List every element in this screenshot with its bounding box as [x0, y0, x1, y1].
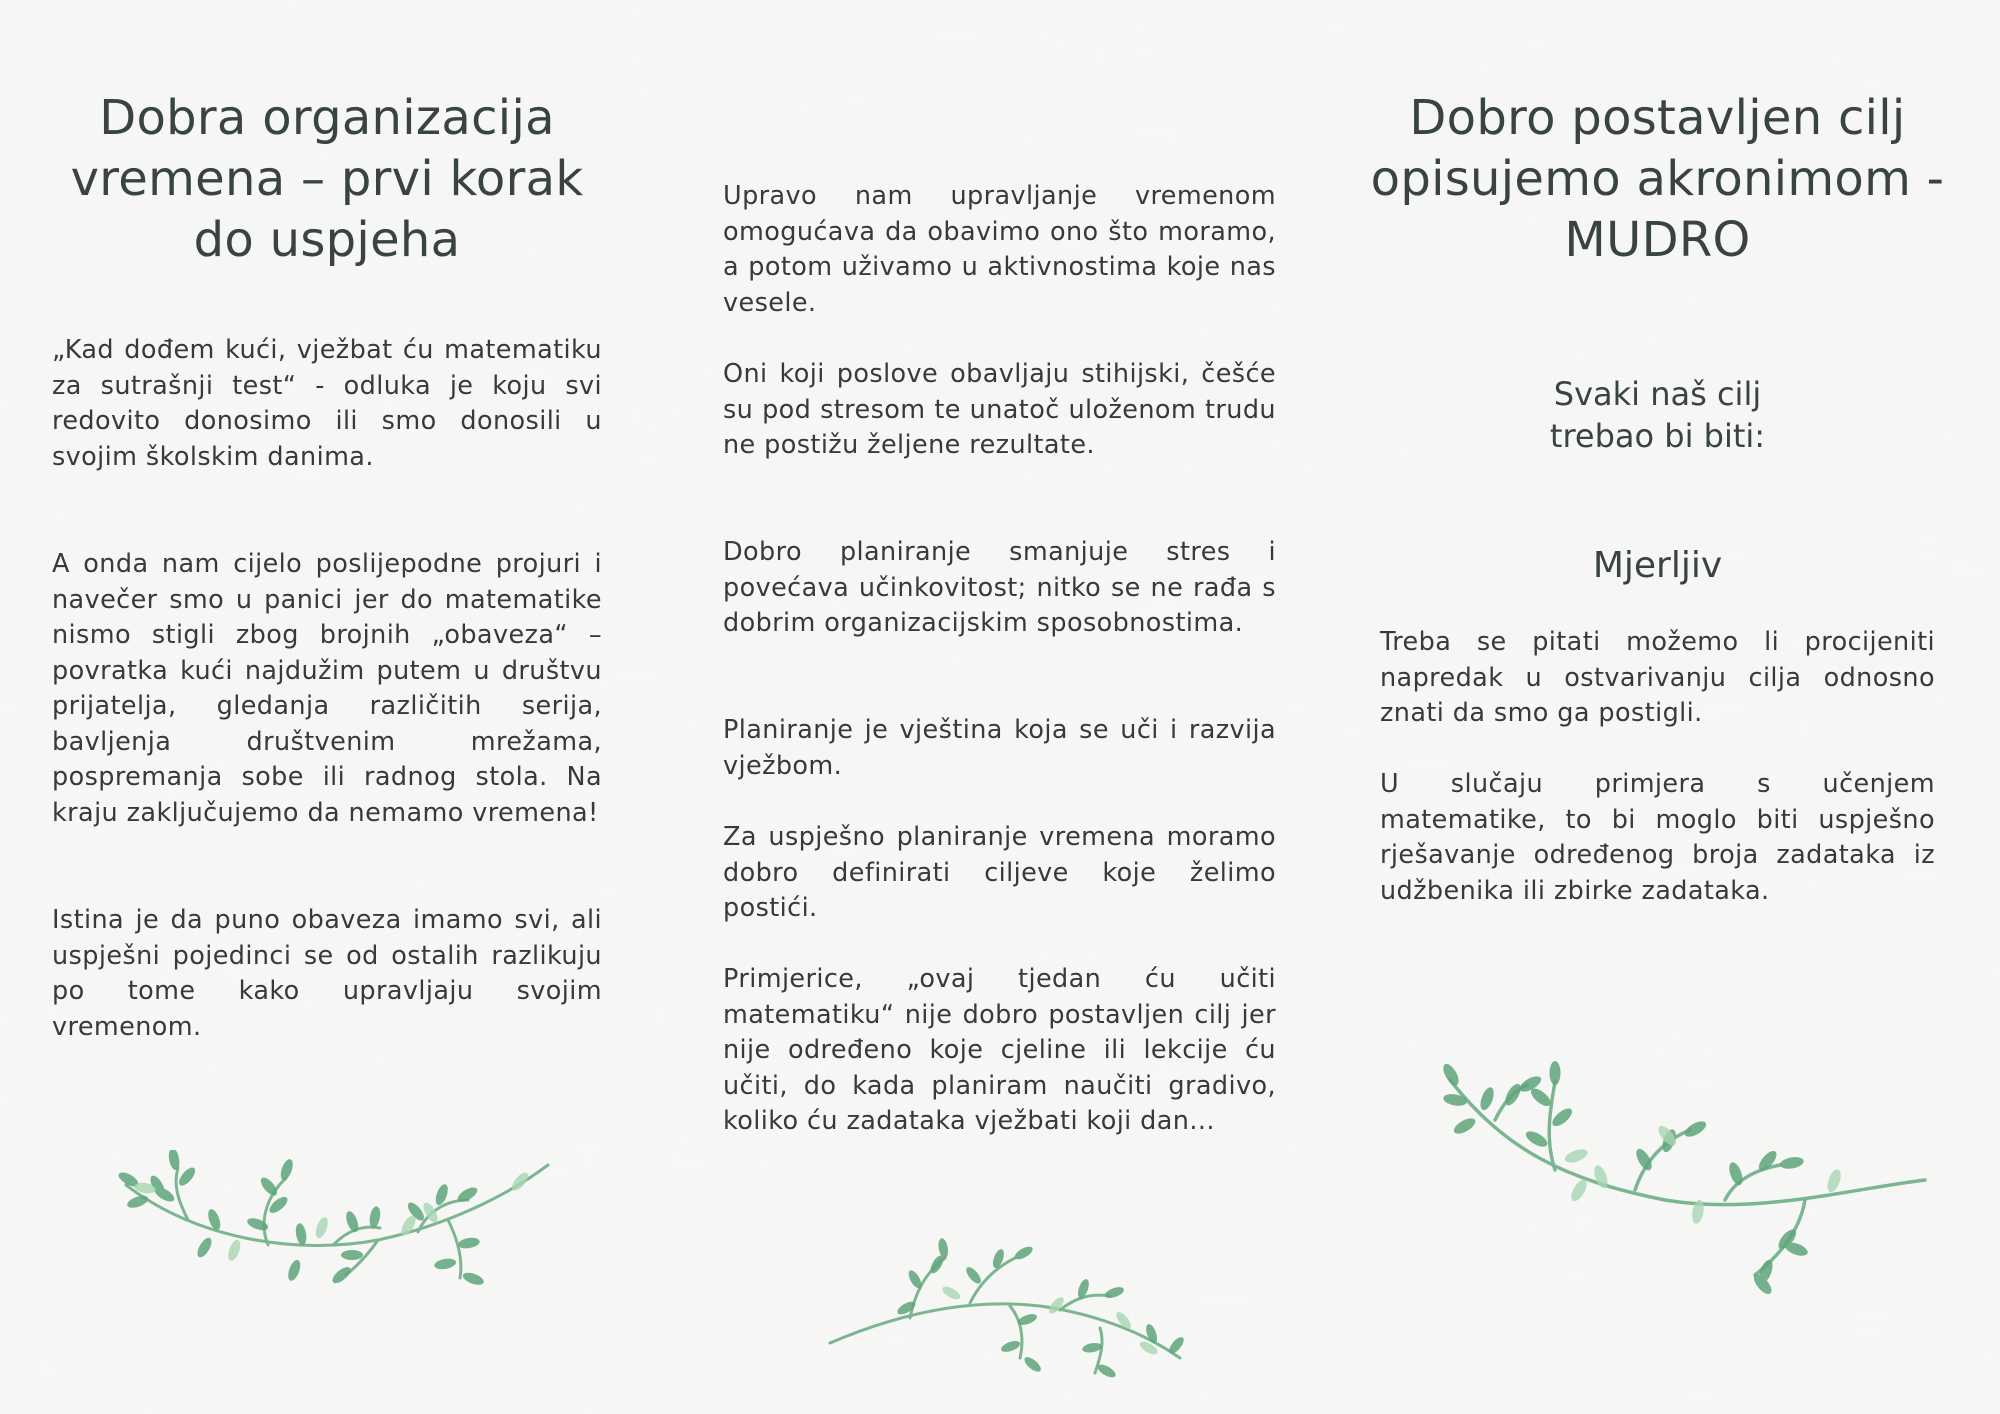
sprig-right-illustration: [1435, 1060, 1935, 1310]
middle-paragraph-3: Dobro planiranje smanjuje stres i povećava učinkovitost; nitko se ne rađa s dobrim organizacijskim sposobnostima.: [723, 537, 1276, 638]
left-paragraph-1: „Kad dođem kući, vježbat ću matematiku za sutrašnji test“ - odluka je koju svi redovito donosimo ili smo donosili u svojim školskim danima.: [52, 335, 602, 472]
middle-paragraph-4: Planiranje je vještina koja se uči i razvija vježbom.: [723, 715, 1276, 781]
right-paragraph-1: Treba se pitati možemo li procijeniti napredak u ostvarivanju cilja odnosno znati da smo ga postigli.: [1380, 627, 1935, 728]
middle-paragraph-2: Oni koji poslove obavljaju stihijski, češće su pod stresom te unatoč uloženom trudu ne postižu željene rezultate.: [723, 359, 1276, 460]
criteria-intro: Svaki naš cilj trebao bi biti:: [1549, 375, 1766, 455]
left-paragraph-2: A onda nam cijelo poslijepodne projuri i navečer smo u panici jer do matematike nismo stigli zbog brojnih „obaveza“ – povratka kući najdužim putem u društvu prijatelja, gledanja različitih serija, bavljenja društvenim mrežama, pospremanja sobe ili radnog stola. Na kraju zaključujemo da nemamo vremena!: [52, 549, 602, 828]
sprig-left-illustration: [118, 1150, 558, 1290]
left-paragraph-3: Istina je da puno obaveza imamo svi, ali uspješni pojedinci se od ostalih razlikuju po tome kako upravljaju svojim vremenom.: [52, 905, 602, 1042]
middle-paragraph-5: Za uspješno planiranje vremena moramo dobro definirati ciljeve koje želimo postići.: [723, 822, 1276, 923]
left-heading: Dobra organizacija vremena – prvi korak do uspjeha: [70, 90, 584, 268]
right-paragraph-2: U slučaju primjera s učenjem matematike, to bi moglo biti uspješno rješavanje određenog broja zadataka iz udžbenika ili zbirke zadataka.: [1380, 769, 1935, 906]
middle-paragraph-1: Upravo nam upravljanje vremenom omogućava da obavimo ono što moramo, a potom uživamo u aktivnostima koje nas vesele.: [723, 181, 1276, 318]
middle-paragraph-6: Primjerice, „ovaj tjedan ću učiti matematiku“ nije dobro postavljen cilj jer nije određeno koje cjeline ili lekcije ću učiti, do kada planiram naučiti gradivo, koliko ću zadataka vježbati koji dan...: [723, 964, 1276, 1136]
right-heading: Dobro postavljen cilj opisujemo akronimom - MUDRO: [1370, 90, 1945, 268]
sprig-middle-illustration: [820, 1218, 1200, 1388]
criterion-title: Mjerljiv: [1592, 545, 1723, 586]
